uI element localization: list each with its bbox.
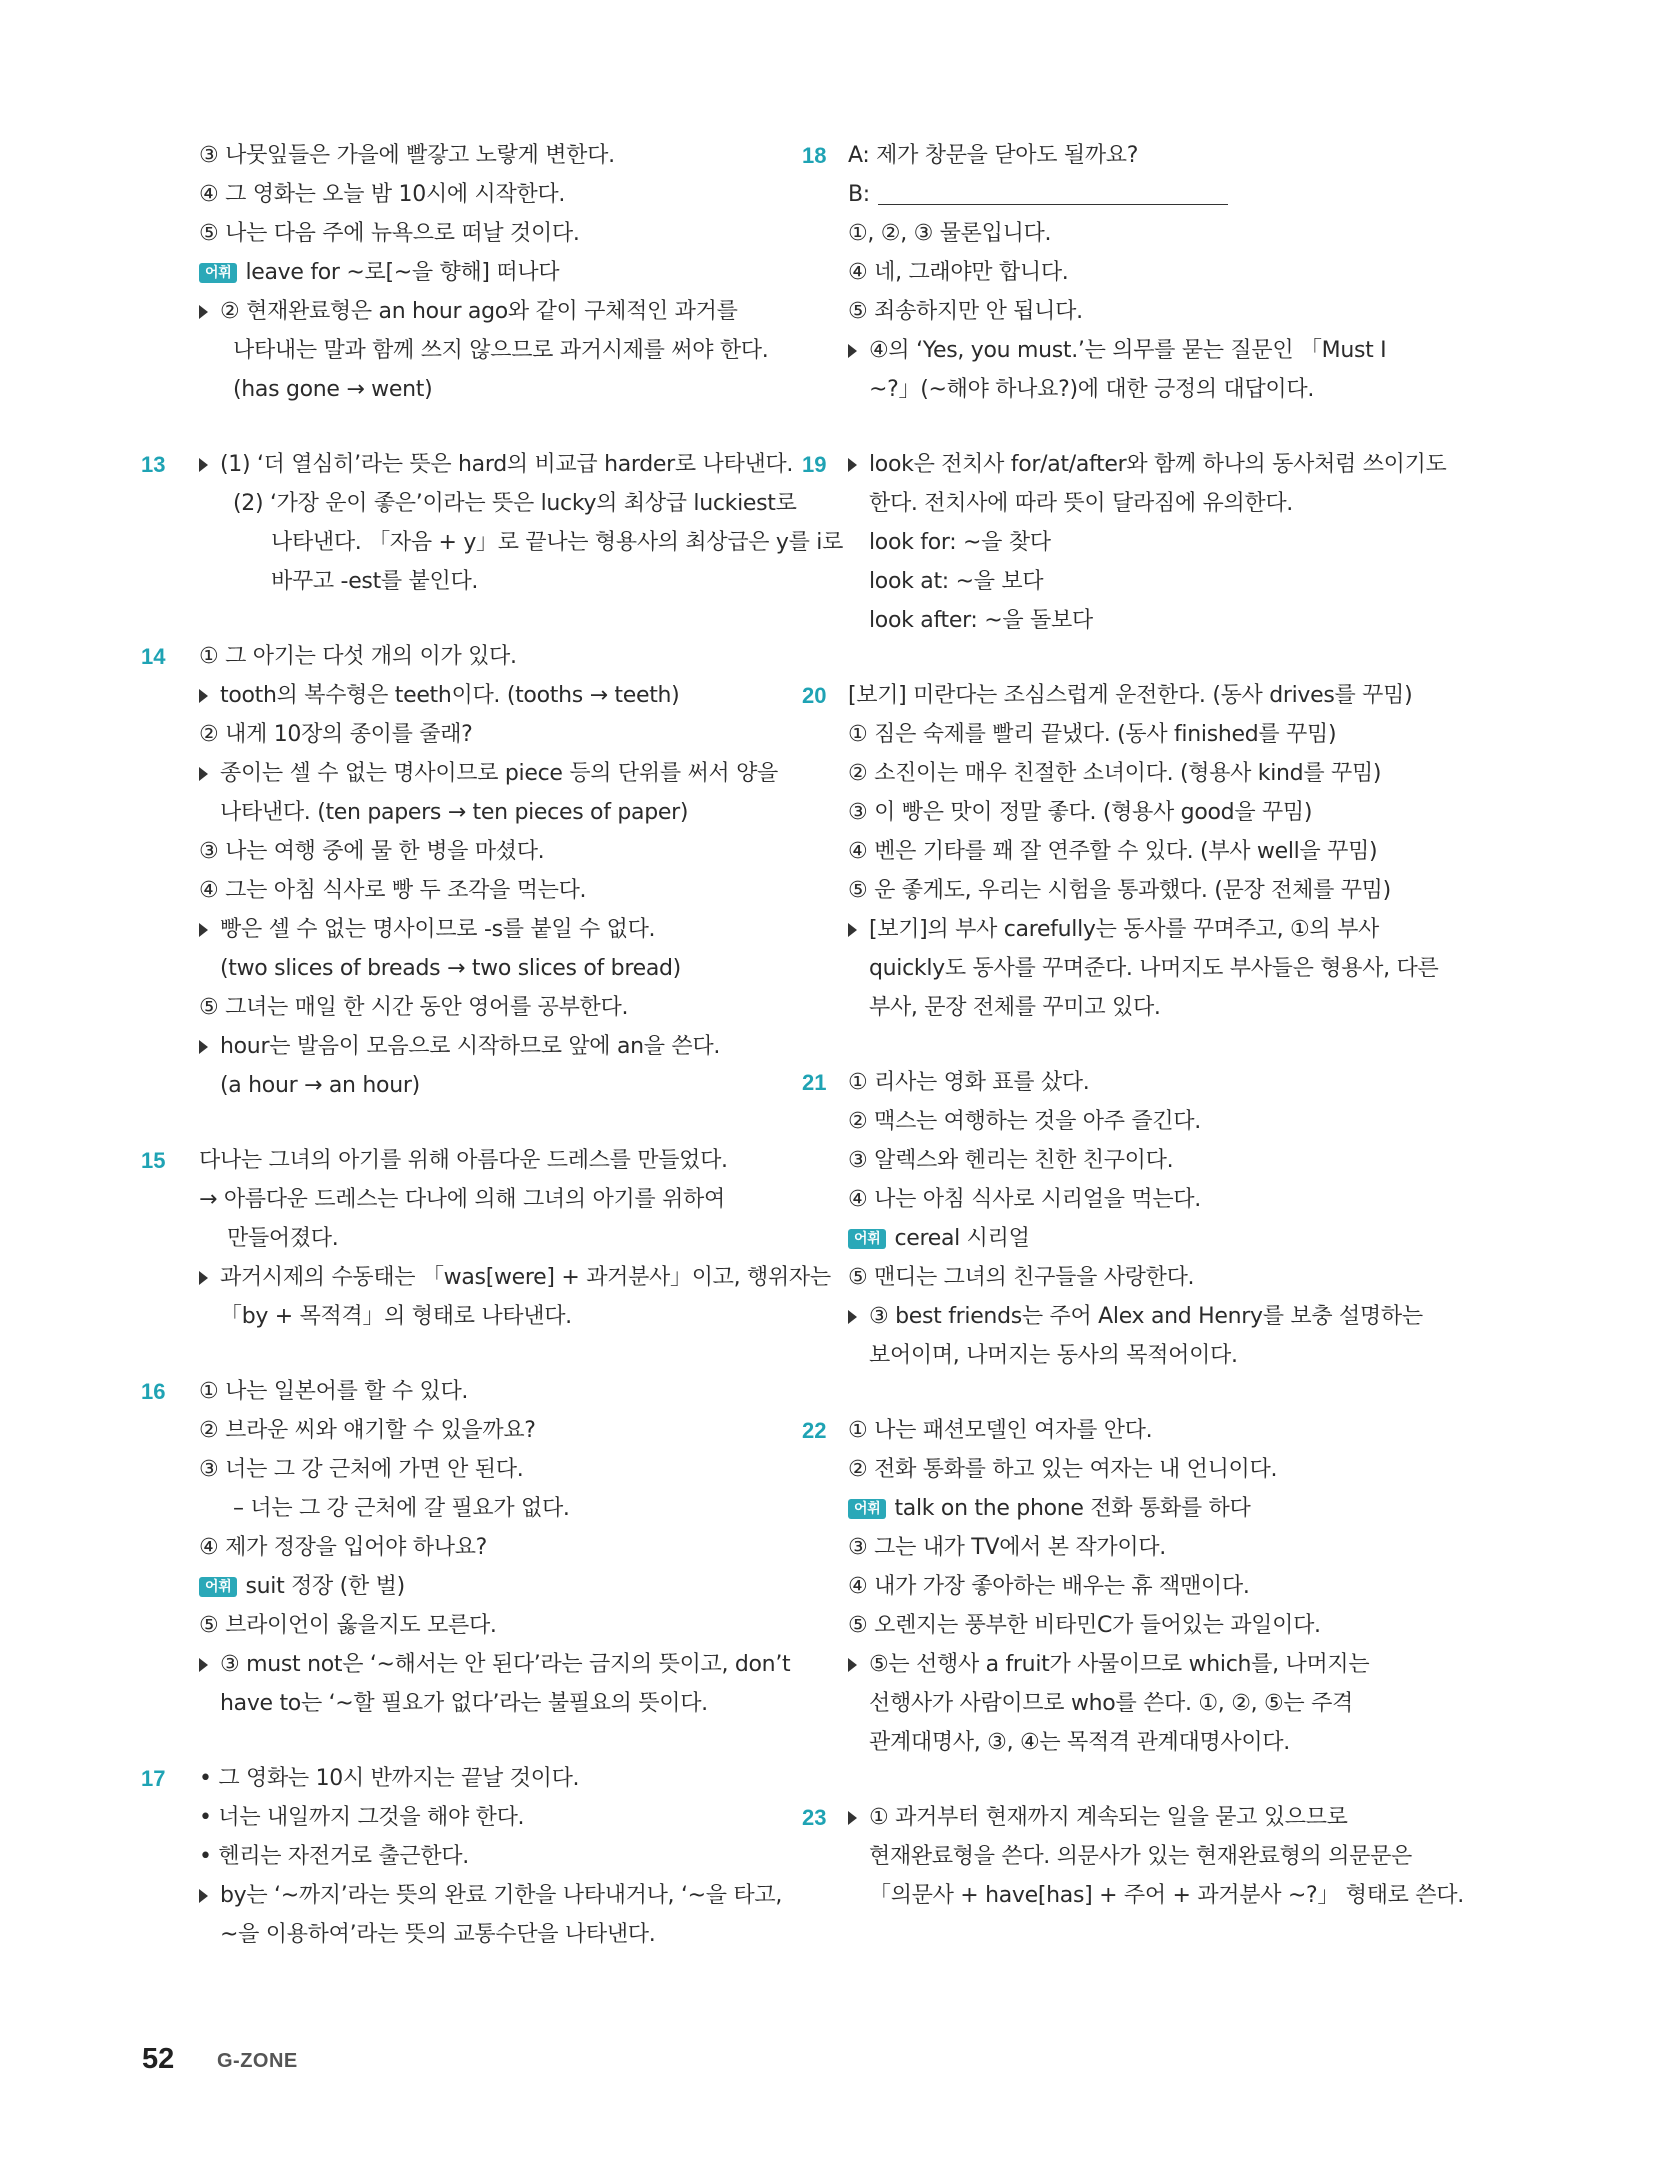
explanation-line: 보어이며, 나머지는 동사의 목적어이다. [869, 1343, 1238, 1368]
question-17 [141, 1759, 783, 1954]
footer-label: G-ZONE [217, 2050, 298, 2072]
sentence-line: 만들어졌다. [227, 1226, 339, 1251]
choice-line: ⑤ 오렌지는 풍부한 비타민C가 들어있는 과일이다. [848, 1613, 1321, 1638]
choice-line: ① 짐은 숙제를 빨리 끝냈다. (동사 finished를 꾸밈) [848, 722, 1337, 747]
question-20 [802, 676, 1478, 1027]
explanation-text: ② 현재완료형은 an hour ago와 같이 구체적인 과거를 [220, 299, 738, 324]
explanation-line [177, 1258, 831, 1297]
explanation-line: 「의문사 + have[has] + 주어 + 과거분사 ~?」 형태로 쓴다. [869, 1883, 1464, 1908]
vocab-line [177, 1567, 777, 1606]
triangle-bullet-icon [848, 1310, 857, 1324]
explanation-text: 종이는 셀 수 없는 명사이므로 piece 등의 단위를 써서 양을 [220, 761, 778, 786]
sentence-line: • 그 영화는 10시 반까지는 끝날 것이다. [199, 1766, 580, 1791]
choice-line: ③ 나뭇잎들은 가을에 빨갛고 노랗게 변한다. [199, 143, 615, 168]
choice-line: ③ 너는 그 강 근처에 가면 안 된다. [199, 1457, 524, 1482]
explanation-line: 선행사가 사람이므로 who를 쓴다. ①, ②, ⑤는 주격 [869, 1691, 1353, 1716]
explanation-line: 한다. 전치사에 따라 뜻이 달라짐에 유의한다. [869, 491, 1293, 516]
choice-line: ⑤ 나는 다음 주에 뉴욕으로 떠날 것이다. [199, 221, 580, 246]
explanation-line: look for: ~을 찾다 [869, 530, 1051, 555]
question-number: 21 [802, 1070, 827, 1095]
question-12-continued [177, 136, 777, 409]
choice-line: ④ 그는 아침 식사로 빵 두 조각을 먹는다. [199, 878, 587, 903]
question-22 [802, 1411, 1478, 1762]
explanation-line: ~?」(~해야 하나요?)에 대한 긍정의 대답이다. [869, 377, 1315, 402]
triangle-bullet-icon [848, 1811, 857, 1825]
explanation-line: 관계대명사, ③, ④는 목적격 관계대명사이다. [869, 1730, 1290, 1755]
triangle-bullet-icon [199, 305, 208, 319]
triangle-bullet-icon [848, 458, 857, 472]
vocab-tag: 어휘 [199, 263, 237, 283]
vocab-text: talk on the phone 전화 통화를 하다 [894, 1496, 1251, 1521]
explanation-line: (2) ‘가장 운이 좋은’이라는 뜻은 lucky의 최상급 luckiest로 [233, 491, 797, 516]
explanation-text: ① 과거부터 현재까지 계속되는 일을 묻고 있으므로 [869, 1805, 1348, 1830]
choice-line: ② 맥스는 여행하는 것을 아주 즐긴다. [848, 1109, 1201, 1134]
choice-line: – 너는 그 강 근처에 갈 필요가 없다. [233, 1496, 570, 1521]
vocab-line [838, 1219, 1478, 1258]
choice-line: ④ 제가 정장을 입어야 하나요? [199, 1535, 488, 1560]
explanation-line: (two slices of breads → two slices of bread) [220, 956, 681, 981]
explanation-line [838, 445, 1478, 484]
explanation-text: hour는 발음이 모음으로 시작하므로 앞에 an을 쓴다. [220, 1034, 721, 1059]
explanation-text: tooth의 복수형은 teeth이다. (tooths → teeth) [220, 683, 680, 708]
choice-line: ② 내게 10장의 종이를 줄래? [199, 722, 473, 747]
choice-line: ①, ②, ③ 물론입니다. [848, 221, 1052, 246]
question-15 [141, 1141, 831, 1336]
vocab-line [838, 1489, 1478, 1528]
question-19 [802, 445, 1478, 640]
choice-line: ⑤ 그녀는 매일 한 시간 동안 영어를 공부한다. [199, 995, 629, 1020]
choice-line: ④ 벤은 기타를 꽤 잘 연주할 수 있다. (부사 well을 꾸밈) [848, 839, 1378, 864]
choice-line: ③ 나는 여행 중에 물 한 병을 마셨다. [199, 839, 545, 864]
triangle-bullet-icon [199, 458, 208, 472]
explanation-line: 「by + 목적격」의 형태로 나타낸다. [220, 1304, 572, 1329]
vocab-text: suit 정장 (한 벌) [245, 1574, 405, 1599]
explanation-line: look at: ~을 보다 [869, 569, 1044, 594]
triangle-bullet-icon [848, 344, 857, 358]
vocab-line [177, 253, 777, 292]
page-number: 52 [142, 2043, 175, 2075]
explanation-line [177, 1027, 777, 1066]
question-number: 17 [141, 1766, 166, 1791]
explanation-line [177, 910, 777, 949]
triangle-bullet-icon [199, 1889, 208, 1903]
vocab-tag: 어휘 [848, 1499, 886, 1519]
explanation-text: look은 전치사 for/at/after와 함께 하나의 동사처럼 쓰이기도 [869, 452, 1447, 477]
explanation-line: (has gone → went) [233, 377, 433, 402]
choice-line: ① 리사는 영화 표를 샀다. [848, 1070, 1090, 1095]
sentence-line: • 헨리는 자전거로 출근한다. [199, 1844, 469, 1869]
explanation-line: look after: ~을 돌보다 [869, 608, 1093, 633]
choice-line: ⑤ 브라이언이 옳을지도 모른다. [199, 1613, 497, 1638]
vocab-text: cereal 시리얼 [894, 1226, 1030, 1251]
question-number: 15 [141, 1148, 166, 1173]
choice-line: ② 브라운 씨와 얘기할 수 있을까요? [199, 1418, 536, 1443]
explanation-line [177, 1876, 783, 1915]
explanation-line: 나타내는 말과 함께 쓰지 않으므로 과거시제를 써야 한다. [233, 338, 769, 363]
question-16 [141, 1372, 791, 1723]
explanation-text: by는 ‘~까지’라는 뜻의 완료 기한을 나타내거나, ‘~을 타고, [220, 1883, 783, 1908]
example-line: [보기] 미란다는 조심스럽게 운전한다. (동사 drives를 꾸밈) [848, 683, 1413, 708]
explanation-line [177, 1645, 791, 1684]
explanation-line [177, 292, 777, 331]
choice-line: ① 나는 패션모델인 여자를 안다. [848, 1418, 1153, 1443]
explanation-line [838, 1297, 1478, 1336]
explanation-text: ③ must not은 ‘~해서는 안 된다’라는 금지의 뜻이고, don’t [220, 1652, 791, 1677]
choice-line: ④ 네, 그래야만 합니다. [848, 260, 1069, 285]
choice-line: ④ 그 영화는 오늘 밤 10시에 시작한다. [199, 182, 566, 207]
triangle-bullet-icon [199, 1271, 208, 1285]
triangle-bullet-icon [199, 767, 208, 781]
explanation-line [177, 445, 794, 484]
choice-line: ① 그 아기는 다섯 개의 이가 있다. [199, 644, 517, 669]
question-number: 18 [802, 143, 827, 168]
triangle-bullet-icon [848, 923, 857, 937]
dialogue-line: A: 제가 창문을 닫아도 될까요? [848, 143, 1139, 168]
explanation-line: ~을 이용하여’라는 뜻의 교통수단을 나타낸다. [220, 1922, 656, 1947]
choice-line: ④ 내가 가장 좋아하는 배우는 휴 잭맨이다. [848, 1574, 1250, 1599]
question-number: 20 [802, 683, 827, 708]
right-column [802, 136, 1478, 1915]
explanation-line: 바꾸고 -est를 붙인다. [271, 569, 479, 594]
choice-line: ⑤ 운 좋게도, 우리는 시험을 통과했다. (문장 전체를 꾸밈) [848, 878, 1391, 903]
choice-line: ③ 이 빵은 맛이 정말 좋다. (형용사 good을 꾸밈) [848, 800, 1313, 825]
explanation-line [838, 1798, 1478, 1837]
explanation-text: 과거시제의 수동태는 「was[were] + 과거분사」이고, 행위자는 [220, 1265, 831, 1290]
explanation-line: quickly도 동사를 꾸며준다. 나머지도 부사들은 형용사, 다른 [869, 956, 1439, 981]
question-number: 14 [141, 644, 166, 669]
explanation-text: (1) ‘더 열심히’라는 뜻은 hard의 비교급 harder로 나타낸다. [220, 452, 794, 477]
question-number: 16 [141, 1379, 166, 1404]
choice-line: ③ 알렉스와 헨리는 친한 친구이다. [848, 1148, 1174, 1173]
explanation-line [838, 910, 1478, 949]
choice-line: ② 전화 통화를 하고 있는 여자는 내 언니이다. [848, 1457, 1278, 1482]
explanation-line: (a hour → an hour) [220, 1073, 420, 1098]
triangle-bullet-icon [199, 689, 208, 703]
question-number: 22 [802, 1418, 827, 1443]
explanation-text: ⑤는 선행사 a fruit가 사물이므로 which를, 나머지는 [869, 1652, 1370, 1677]
explanation-line: have to는 ‘~할 필요가 없다’라는 불필요의 뜻이다. [220, 1691, 708, 1716]
explanation-line: 부사, 문장 전체를 꾸미고 있다. [869, 995, 1161, 1020]
dialogue-line [838, 175, 1478, 214]
vocab-tag: 어휘 [199, 1577, 237, 1597]
explanation-text: ④의 ‘Yes, you must.’는 의무를 묻는 질문인 「Must I [869, 338, 1387, 363]
triangle-bullet-icon [199, 1658, 208, 1672]
answer-blank [878, 182, 1228, 205]
explanation-line [838, 1645, 1478, 1684]
explanation-text: 빵은 셀 수 없는 명사이므로 -s를 붙일 수 없다. [220, 917, 656, 942]
explanation-line: 현재완료형을 쓴다. 의문사가 있는 현재완료형의 의문문은 [869, 1844, 1413, 1869]
sentence-line: → 아름다운 드레스는 다나에 의해 그녀의 아기를 위하여 [199, 1187, 725, 1212]
explanation-text: ③ best friends는 주어 Alex and Henry를 보충 설명하는 [869, 1304, 1423, 1329]
explanation-line: 나타낸다. (ten papers → ten pieces of paper) [220, 800, 689, 825]
vocab-tag: 어휘 [848, 1229, 886, 1249]
explanation-line [177, 754, 777, 793]
choice-line: ② 소진이는 매우 친절한 소녀이다. (형용사 kind를 꾸밈) [848, 761, 1382, 786]
choice-line: ④ 나는 아침 식사로 시리얼을 먹는다. [848, 1187, 1201, 1212]
question-number: 19 [802, 452, 827, 477]
triangle-bullet-icon [199, 923, 208, 937]
choice-line: ③ 그는 내가 TV에서 본 작가이다. [848, 1535, 1166, 1560]
question-14 [141, 637, 778, 1105]
question-number: 23 [802, 1805, 827, 1830]
question-number: 13 [141, 452, 166, 477]
triangle-bullet-icon [848, 1658, 857, 1672]
explanation-line: 나타낸다. 「자음 + y」로 끝나는 형용사의 최상급은 y를 i로 [271, 530, 844, 555]
explanation-line [838, 331, 1478, 370]
choice-line: ⑤ 맨디는 그녀의 친구들을 사랑한다. [848, 1265, 1195, 1290]
explanation-text: [보기]의 부사 carefully는 동사를 꾸며주고, ①의 부사 [869, 917, 1379, 942]
explanation-line [177, 676, 777, 715]
question-23 [802, 1798, 1478, 1915]
sentence-line: 다나는 그녀의 아기를 위해 아름다운 드레스를 만들었다. [199, 1148, 728, 1173]
sentence-line: • 너는 내일까지 그것을 해야 한다. [199, 1805, 525, 1830]
question-18 [802, 136, 1478, 409]
question-21 [802, 1063, 1478, 1375]
triangle-bullet-icon [199, 1040, 208, 1054]
vocab-text: leave for ~로[~을 향해] 떠나다 [245, 260, 560, 285]
choice-line: ① 나는 일본어를 할 수 있다. [199, 1379, 469, 1404]
choice-line: ⑤ 죄송하지만 안 됩니다. [848, 299, 1083, 324]
speaker-label: B: [848, 182, 870, 207]
